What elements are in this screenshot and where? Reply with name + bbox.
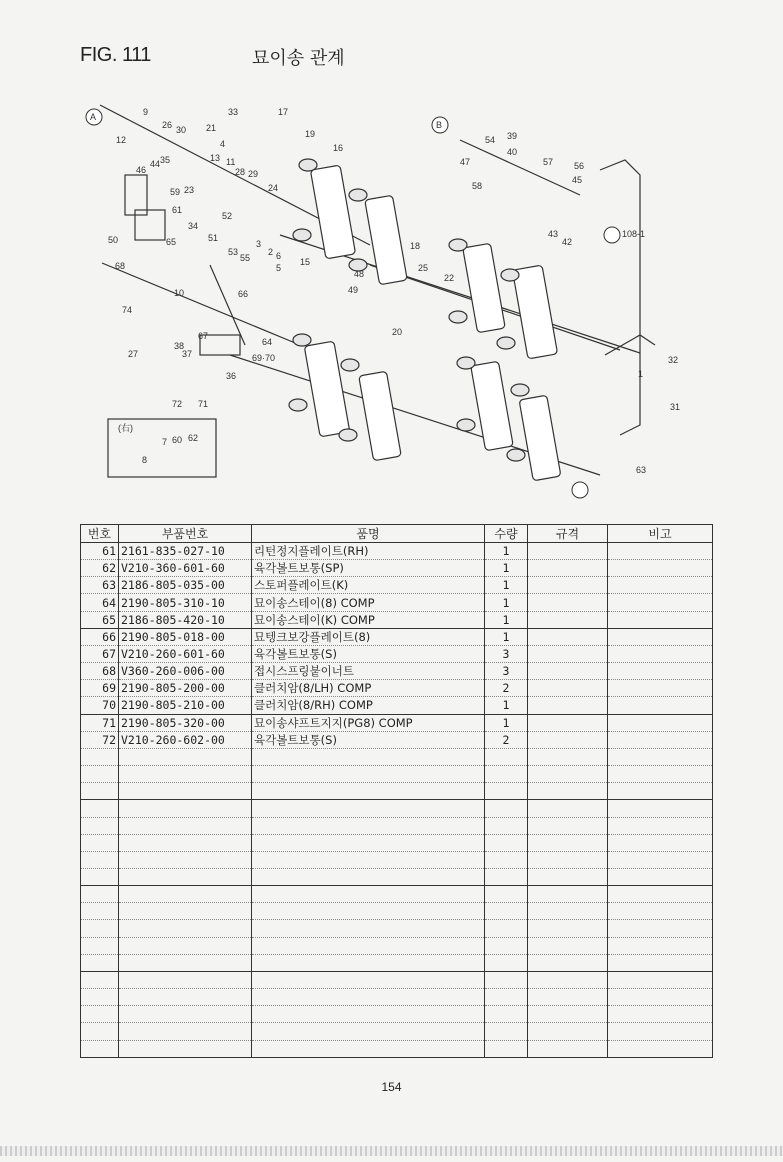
callout-label: 74 xyxy=(122,305,133,315)
table-row: 68 V360-260-006-00 접시스프링붙이너트 3 xyxy=(81,663,713,680)
page-number: 154 xyxy=(381,1080,402,1094)
table-row xyxy=(81,920,713,937)
col-header-qty: 수량 xyxy=(485,525,528,543)
table-row xyxy=(81,971,713,988)
table-row xyxy=(81,886,713,903)
table-row xyxy=(81,800,713,817)
figure-title: 묘이송 관계 xyxy=(252,48,345,69)
callout-label: 66 xyxy=(238,289,249,299)
callout-label: 13 xyxy=(210,153,221,163)
callout-label: 8 xyxy=(142,455,148,465)
callout-label: 39 xyxy=(507,131,518,141)
callout-label: 26 xyxy=(162,120,173,130)
exploded-view-drawing xyxy=(80,95,700,500)
callout-label: 21 xyxy=(206,123,217,133)
table-row xyxy=(81,903,713,920)
callout-label: 40 xyxy=(507,147,518,157)
callout-label: 64 xyxy=(262,337,273,347)
table-row xyxy=(81,748,713,765)
callout-label: 34 xyxy=(188,221,199,231)
callout-label: 54 xyxy=(485,135,496,145)
callout-label: 30 xyxy=(176,125,187,135)
parts-table xyxy=(80,524,713,1058)
callout-label: 47 xyxy=(460,157,471,167)
callout-label: 6 xyxy=(276,251,282,261)
table-row xyxy=(81,868,713,885)
callout-label: 38 xyxy=(174,341,185,351)
table-row: 70 2190-805-210-00 클러치암(8/RH) COMP 1 xyxy=(81,697,713,714)
callout-label: 9 xyxy=(143,107,149,117)
callout-label: 5 xyxy=(276,263,282,273)
callout-label: 18 xyxy=(410,241,421,251)
callout-label: 108-1 xyxy=(622,229,646,239)
callout-label: 57 xyxy=(543,157,554,167)
callout-label: 31 xyxy=(670,402,681,412)
callout-label: 37 xyxy=(182,349,193,359)
callout-label: 48 xyxy=(354,269,365,279)
callout-label: 4 xyxy=(220,139,226,149)
callout-label: 59 xyxy=(170,187,181,197)
callout-label: 1 xyxy=(638,369,644,379)
callout-label: 11 xyxy=(226,157,236,167)
callout-label: 46 xyxy=(136,165,147,175)
callout-label: 28 xyxy=(235,167,246,177)
callout-label: 72 xyxy=(172,399,183,409)
callout-label: 50 xyxy=(108,235,119,245)
callout-label: 2 xyxy=(268,247,274,257)
callout-label: 29 xyxy=(248,169,259,179)
callout-label: 22 xyxy=(444,273,455,283)
callout-label: 15 xyxy=(300,257,311,267)
table-row xyxy=(81,954,713,971)
callout-label: 27 xyxy=(128,349,139,359)
callout-label: 68 xyxy=(115,261,126,271)
table-row: 72 V210-260-602-00 육각볼트보통(S) 2 xyxy=(81,731,713,748)
callout-label: 24 xyxy=(268,183,279,193)
table-row xyxy=(81,817,713,834)
callout-label: B xyxy=(436,120,443,130)
col-header-spec: 규격 xyxy=(528,525,608,543)
callout-label: 49 xyxy=(348,285,359,295)
callout-label: 58 xyxy=(472,181,483,191)
callout-label: 17 xyxy=(278,107,289,117)
callout-label: 23 xyxy=(184,185,195,195)
col-header-no: 번호 xyxy=(81,525,119,543)
callout-label: 60 xyxy=(172,435,183,445)
callout-label: 16 xyxy=(333,143,344,153)
table-row: 67 V210-260-601-60 육각볼트보통(S) 3 xyxy=(81,645,713,662)
callout-label: 44 xyxy=(150,159,161,169)
table-row xyxy=(81,851,713,868)
callout-label: 20 xyxy=(392,327,403,337)
callout-label: 25 xyxy=(418,263,429,273)
callout-label: 3 xyxy=(256,239,262,249)
callout-label: 33 xyxy=(228,107,239,117)
table-row xyxy=(81,989,713,1006)
callout-label: 51 xyxy=(208,233,219,243)
table-row xyxy=(81,1040,713,1057)
callout-label: 53 xyxy=(228,247,239,257)
table-row xyxy=(81,1023,713,1040)
table-row xyxy=(81,766,713,783)
callout-label: (右) xyxy=(118,423,133,433)
col-header-name: 품명 xyxy=(252,525,485,543)
callout-label: 10 xyxy=(174,288,185,298)
table-header-row xyxy=(81,525,713,543)
table-row xyxy=(81,937,713,954)
table-row: 62 V210-360-601-60 육각볼트보통(SP) 1 xyxy=(81,560,713,577)
table-row: 69 2190-805-200-00 클러치암(8/LH) COMP 2 xyxy=(81,680,713,697)
table-row: 64 2190-805-310-10 묘이송스테이(8) COMP 1 xyxy=(81,594,713,611)
callout-label: 71 xyxy=(198,399,209,409)
table-row xyxy=(81,834,713,851)
callout-label: 42 xyxy=(562,237,573,247)
callout-label: 32 xyxy=(668,355,679,365)
table-row: 61 2161-835-027-10 리턴정지플레이트(RH) 1 xyxy=(81,543,713,560)
table-row: 71 2190-805-320-00 묘이송샤프트지지(PG8) COMP 1 xyxy=(81,714,713,731)
table-row: 63 2186-805-035-00 스토퍼플레이트(K) 1 xyxy=(81,577,713,594)
callout-label: 36 xyxy=(226,371,237,381)
callout-label: 65 xyxy=(166,237,177,247)
callout-label: 19 xyxy=(305,129,316,139)
callout-label: 35 xyxy=(160,155,171,165)
col-header-part-no: 부품번호 xyxy=(119,525,252,543)
callout-label: A xyxy=(90,112,97,122)
callout-label: 56 xyxy=(574,161,585,171)
table-row xyxy=(81,783,713,800)
callout-label: 45 xyxy=(572,175,583,185)
table-row xyxy=(81,1006,713,1023)
callout-label: 12 xyxy=(116,135,127,145)
callout-label: 43 xyxy=(548,229,559,239)
col-header-remarks: 비고 xyxy=(608,525,713,543)
callout-label: 61 xyxy=(172,205,183,215)
callout-label: 67 xyxy=(198,331,209,341)
table-row: 66 2190-805-018-00 묘텡크보강플레이트(8) 1 xyxy=(81,628,713,645)
figure-number: FIG. 111 xyxy=(80,44,151,66)
callout-label: 63 xyxy=(636,465,647,475)
table-row: 65 2186-805-420-10 묘이송스테이(K) COMP 1 xyxy=(81,611,713,628)
callout-label: 62 xyxy=(188,433,199,443)
scan-artifact-bar xyxy=(0,1146,783,1156)
callout-label: 7 xyxy=(162,437,168,447)
callout-label: 52 xyxy=(222,211,233,221)
callout-label: 55 xyxy=(240,253,251,263)
callout-label: 69·70 xyxy=(252,353,276,363)
parts-diagram xyxy=(80,95,700,500)
